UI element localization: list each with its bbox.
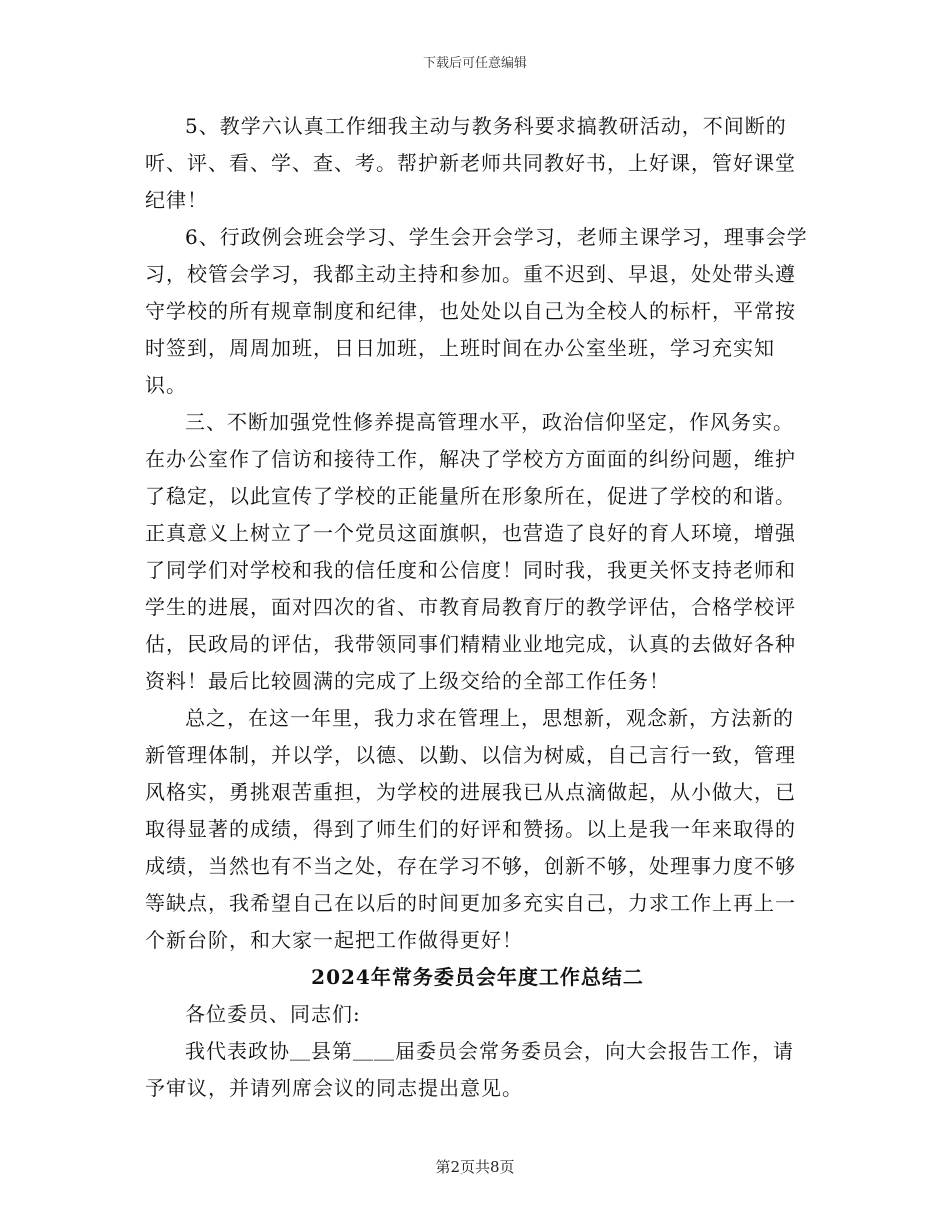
section-title: 2024年常务委员会年度工作总结二 [311,965,644,989]
document-body [145,108,810,1107]
paragraph-summary: 总之，在这一年里，我力求在管理上，思想新，观念新，方法新的新管理体制，并以学，以德、以勤、以信为树威，自己言行一致，管理风格实，勇挑艰苦重担，为学校的进展我已从点滴做起，从小做大，已取得显著的成绩，得到了师生们的好评和赞扬。以上是我一年来取得的成绩，当然也有不当之处，存在学习不够，创新不够，处理事力度不够等缺点，我希望自己在以后的时间更加多充实自己，力求工作上再上一个新台阶，和大家一起把工作做得更好！ [145,706,796,952]
page-footer: 第2页共8页 [435,1158,515,1176]
paragraph-meetings: 6、行政例会班会学习、学生会开会学习，老师主课学习，理事会学习，校管会学习，我都主动主持和参加。重不迟到、早退，处处带头遵守学校的所有规章制度和纪律，也处处以自己为全校人的标杆，平常按时签到，周周加班，日日加班，上班时间在办公室坐班，学习充实知识。 [145,225,808,397]
paragraph-party-cultivation: 三、不断加强党性修养提高管理水平，政治信仰坚定，作风务实。在办公室作了信访和接待工作，解决了学校方方面面的纠纷问题，维护了稳定，以此宣传了学校的正能量所在形象所在，促进了学校的和谐。正真意义上树立了一个党员这面旗帜，也营造了良好的育人环境，增强了同学们对学校和我的信任度和公信度！同时我，我更关怀支持老师和学生的进展，面对四次的省、市教育局教育厅的教学评估，合格学校评估，民政局的评估，我带领同事们精精业业地完成，认真的去做好各种资料！最后比较圆满的完成了上级交给的全部工作任务！ [145,410,796,693]
paragraph-teaching: 5、教学六认真工作细我主动与教务科要求搞教研活动，不间断的听、评、看、学、查、考。帮护新老师共同教好书，上好课，管好课堂纪律！ [145,114,796,212]
paragraph-salutation: 各位委员、同志们: [185,1002,361,1026]
page-header: 下载后可任意编辑 [422,56,527,71]
paragraph-report-intro: 我代表政协＿县第＿＿届委员会常务委员会，向大会报告工作，请予审议，并请列席会议的同志提出意见。 [145,1039,794,1100]
